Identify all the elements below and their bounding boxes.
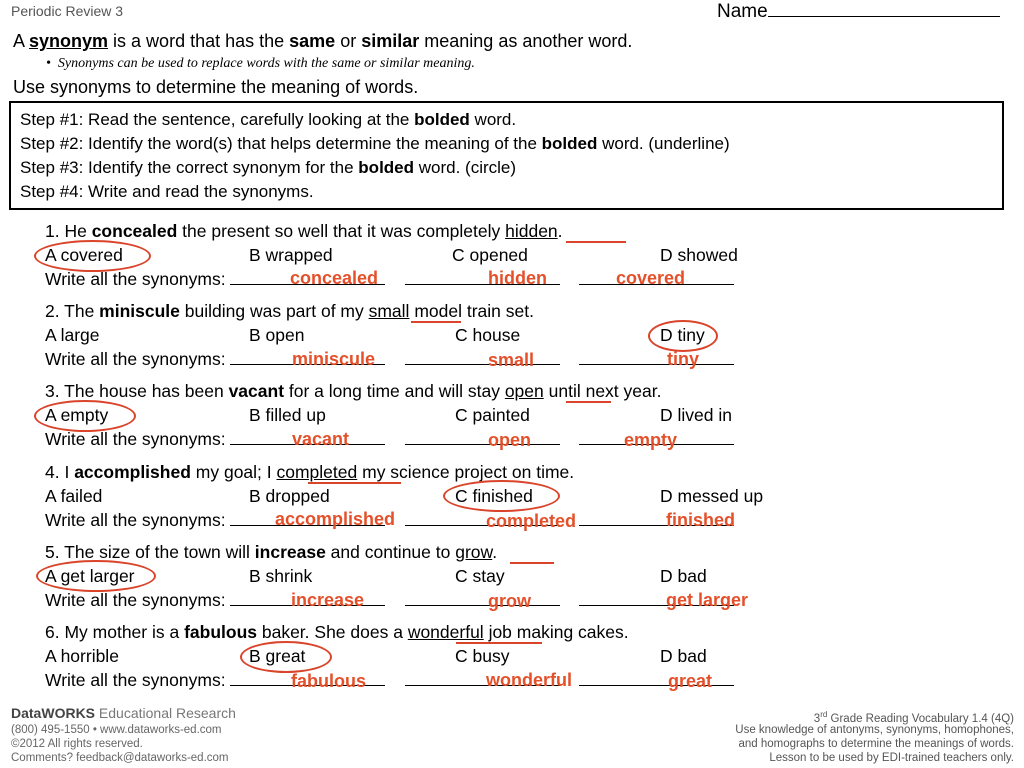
answer-3b: open — [488, 430, 531, 450]
q-text: for a long time and will stay — [284, 381, 505, 401]
q-text: model train set. — [409, 301, 534, 321]
step-text: Step #1: Read the sentence, carefully looking at the — [20, 110, 415, 129]
option-c: C painted — [455, 405, 530, 425]
answer-circle — [648, 320, 718, 352]
q-text: 3. The house has been — [45, 381, 229, 401]
def-text: A — [13, 31, 30, 51]
context-underline — [308, 482, 401, 484]
footer-brand — [11, 705, 236, 721]
def-text: or — [335, 31, 362, 51]
q-bold-word: miniscule — [99, 301, 180, 321]
footer-standard-2: and homographs to determine the meanings of words. — [738, 738, 1014, 750]
answer-1a: concealed — [290, 268, 379, 288]
def-text: is a word that has the — [108, 31, 290, 51]
footer-standard-1: Use knowledge of antonyms, synonyms, homophones, — [735, 724, 1014, 736]
q-bold-word: fabulous — [184, 622, 257, 642]
definition-bullet: • Synonyms can be used to replace words with the same or similar meaning. — [46, 56, 475, 71]
q-bold-word: vacant — [228, 381, 285, 401]
footer-comments: Comments? feedback@dataworks-ed.com — [11, 752, 229, 764]
bullet-text: Synonyms can be used to replace words with the same or similar meaning. — [57, 56, 475, 71]
context-underline — [510, 562, 554, 564]
write-label: Write all the synonyms: — [45, 429, 226, 449]
def-text: meaning as another word. — [419, 31, 633, 51]
write-label: Write all the synonyms: — [45, 269, 226, 289]
option-b: B shrink — [249, 566, 313, 586]
q-text: building was part of my — [179, 301, 369, 321]
q-text: 5. The size of the town will — [45, 542, 255, 562]
q-text: baker. She does a — [257, 622, 408, 642]
step-bold: bolded — [358, 158, 415, 177]
answer-6b: wonderful — [486, 670, 572, 690]
name-label: Name — [717, 1, 768, 22]
q-context-word: small — [368, 301, 410, 321]
synonym-definition — [13, 31, 632, 52]
context-underline — [456, 642, 542, 644]
question-6-sentence — [45, 622, 629, 643]
answer-2b: small — [488, 350, 535, 370]
q-text: my science project on time. — [357, 462, 575, 482]
option-a: A large — [45, 325, 100, 345]
option-d: D showed — [660, 245, 738, 265]
option-c: C busy — [455, 646, 510, 666]
answer-5c: get larger — [666, 590, 749, 610]
footer-course — [814, 710, 1014, 725]
write-synonyms-row — [45, 590, 734, 611]
q-bold-word: accomplished — [74, 462, 191, 482]
write-label: Write all the synonyms: — [45, 670, 226, 690]
answer-blank — [405, 591, 560, 606]
option-b: B great — [249, 646, 306, 666]
context-underline — [411, 321, 461, 323]
option-c: C stay — [455, 566, 505, 586]
step-text: Step #4: Write and read the synonyms. — [20, 182, 314, 201]
q-context-word: wonderful — [407, 622, 484, 642]
option-c: C opened — [452, 245, 528, 265]
write-label: Write all the synonyms: — [45, 349, 226, 369]
answer-blank — [579, 350, 734, 365]
brand-works: WORKS — [41, 705, 96, 721]
option-c: C house — [455, 325, 521, 345]
write-synonyms-row — [45, 670, 734, 691]
name-blank — [768, 0, 1000, 17]
answer-5b: grow — [488, 591, 531, 611]
answer-5a: increase — [291, 590, 365, 610]
step-text: word. (circle) — [414, 158, 517, 177]
option-d: D tiny — [660, 325, 705, 345]
footer-copyright: ©2012 All rights reserved. — [11, 738, 143, 750]
option-a: A get larger — [45, 566, 135, 586]
context-underline — [566, 401, 611, 403]
step-1 — [20, 110, 516, 130]
course-title: Grade Reading Vocabulary 1.4 (4Q) — [827, 712, 1014, 725]
write-label: Write all the synonyms: — [45, 510, 226, 530]
answer-1b: hidden — [488, 268, 547, 288]
option-b: B open — [249, 325, 305, 345]
q-text: my goal; I — [190, 462, 277, 482]
answer-4a: accomplished — [275, 509, 396, 529]
option-b: B dropped — [249, 486, 330, 506]
answer-6c: great — [668, 671, 713, 691]
answer-2a: miniscule — [292, 349, 376, 369]
q-text: the present so well that it was completely — [177, 221, 506, 241]
brand-rest: Educational Research — [95, 705, 236, 721]
question-1-sentence — [45, 221, 563, 242]
answer-circle — [34, 400, 136, 432]
q-text: until next year. — [543, 381, 662, 401]
q-text: 2. The — [45, 301, 100, 321]
step-bold: bolded — [541, 134, 598, 153]
q-context-word: hidden — [505, 221, 558, 241]
step-bold: bolded — [414, 110, 470, 129]
answer-blank — [405, 350, 560, 365]
q-text: 6. My mother is a — [45, 622, 185, 642]
instruction: Use synonyms to determine the meaning of words. — [13, 77, 419, 97]
q-text: and continue to — [325, 542, 456, 562]
option-d: D bad — [660, 646, 707, 666]
question-2-sentence — [45, 301, 534, 322]
option-b: B wrapped — [249, 245, 333, 265]
answer-2c: tiny — [667, 349, 700, 369]
def-similar: similar — [361, 31, 420, 51]
q-bold-word: increase — [254, 542, 326, 562]
step-text: Step #2: Identify the word(s) that helps determine the meaning of the — [20, 134, 542, 153]
q-text: . — [557, 221, 563, 241]
option-c: C finished — [455, 486, 533, 506]
option-a: A horrible — [45, 646, 119, 666]
name-field — [717, 0, 1000, 23]
q-text: 4. I — [45, 462, 75, 482]
step-4 — [20, 182, 314, 202]
answer-circle — [36, 560, 156, 592]
step-text: Step #3: Identify the correct synonym for the — [20, 158, 359, 177]
option-a: A failed — [45, 486, 103, 506]
option-d: D messed up — [660, 486, 764, 506]
answer-blank — [405, 430, 560, 445]
option-b: B filled up — [249, 405, 326, 425]
context-underline — [566, 241, 626, 243]
footer-usage-note: Lesson to be used by EDI-trained teachers only. — [769, 752, 1014, 764]
answer-6a: fabulous — [291, 671, 366, 691]
def-term: synonym — [29, 31, 109, 51]
page-title: Periodic Review 3 — [11, 3, 124, 19]
option-a: A covered — [45, 245, 123, 265]
answer-circle — [34, 240, 151, 272]
write-synonyms-row — [45, 349, 734, 370]
answer-4b: completed — [486, 511, 577, 531]
answer-4c: finished — [666, 510, 736, 530]
q-bold-word: concealed — [91, 221, 178, 241]
step-text: word. — [469, 110, 517, 129]
question-3-sentence — [45, 381, 661, 402]
answer-circle — [240, 641, 332, 673]
brand-data: Data — [11, 705, 42, 721]
grade-number: 3 — [813, 712, 821, 725]
answer-3c: empty — [624, 430, 678, 450]
option-a: A empty — [45, 405, 109, 425]
answer-circle — [443, 480, 560, 512]
step-3 — [20, 158, 516, 178]
q-text: . — [492, 542, 498, 562]
step-2 — [20, 134, 730, 154]
write-label: Write all the synonyms: — [45, 590, 226, 610]
answer-1c: covered — [616, 268, 686, 288]
def-same: same — [289, 31, 336, 51]
option-d: D bad — [660, 566, 707, 586]
grade-suffix: rd — [820, 710, 828, 719]
step-text: word. (underline) — [597, 134, 730, 153]
footer-phone: (800) 495-1550 • www.dataworks-ed.com — [11, 724, 222, 736]
q-text: job making cakes. — [483, 622, 629, 642]
q-text: 1. He — [45, 221, 92, 241]
answer-3a: vacant — [292, 429, 350, 449]
q-context-word: open — [504, 381, 544, 401]
option-d: D lived in — [660, 405, 732, 425]
steps-box — [9, 101, 1004, 210]
q-context-word: grow — [455, 542, 493, 562]
q-context-word: completed — [276, 462, 358, 482]
